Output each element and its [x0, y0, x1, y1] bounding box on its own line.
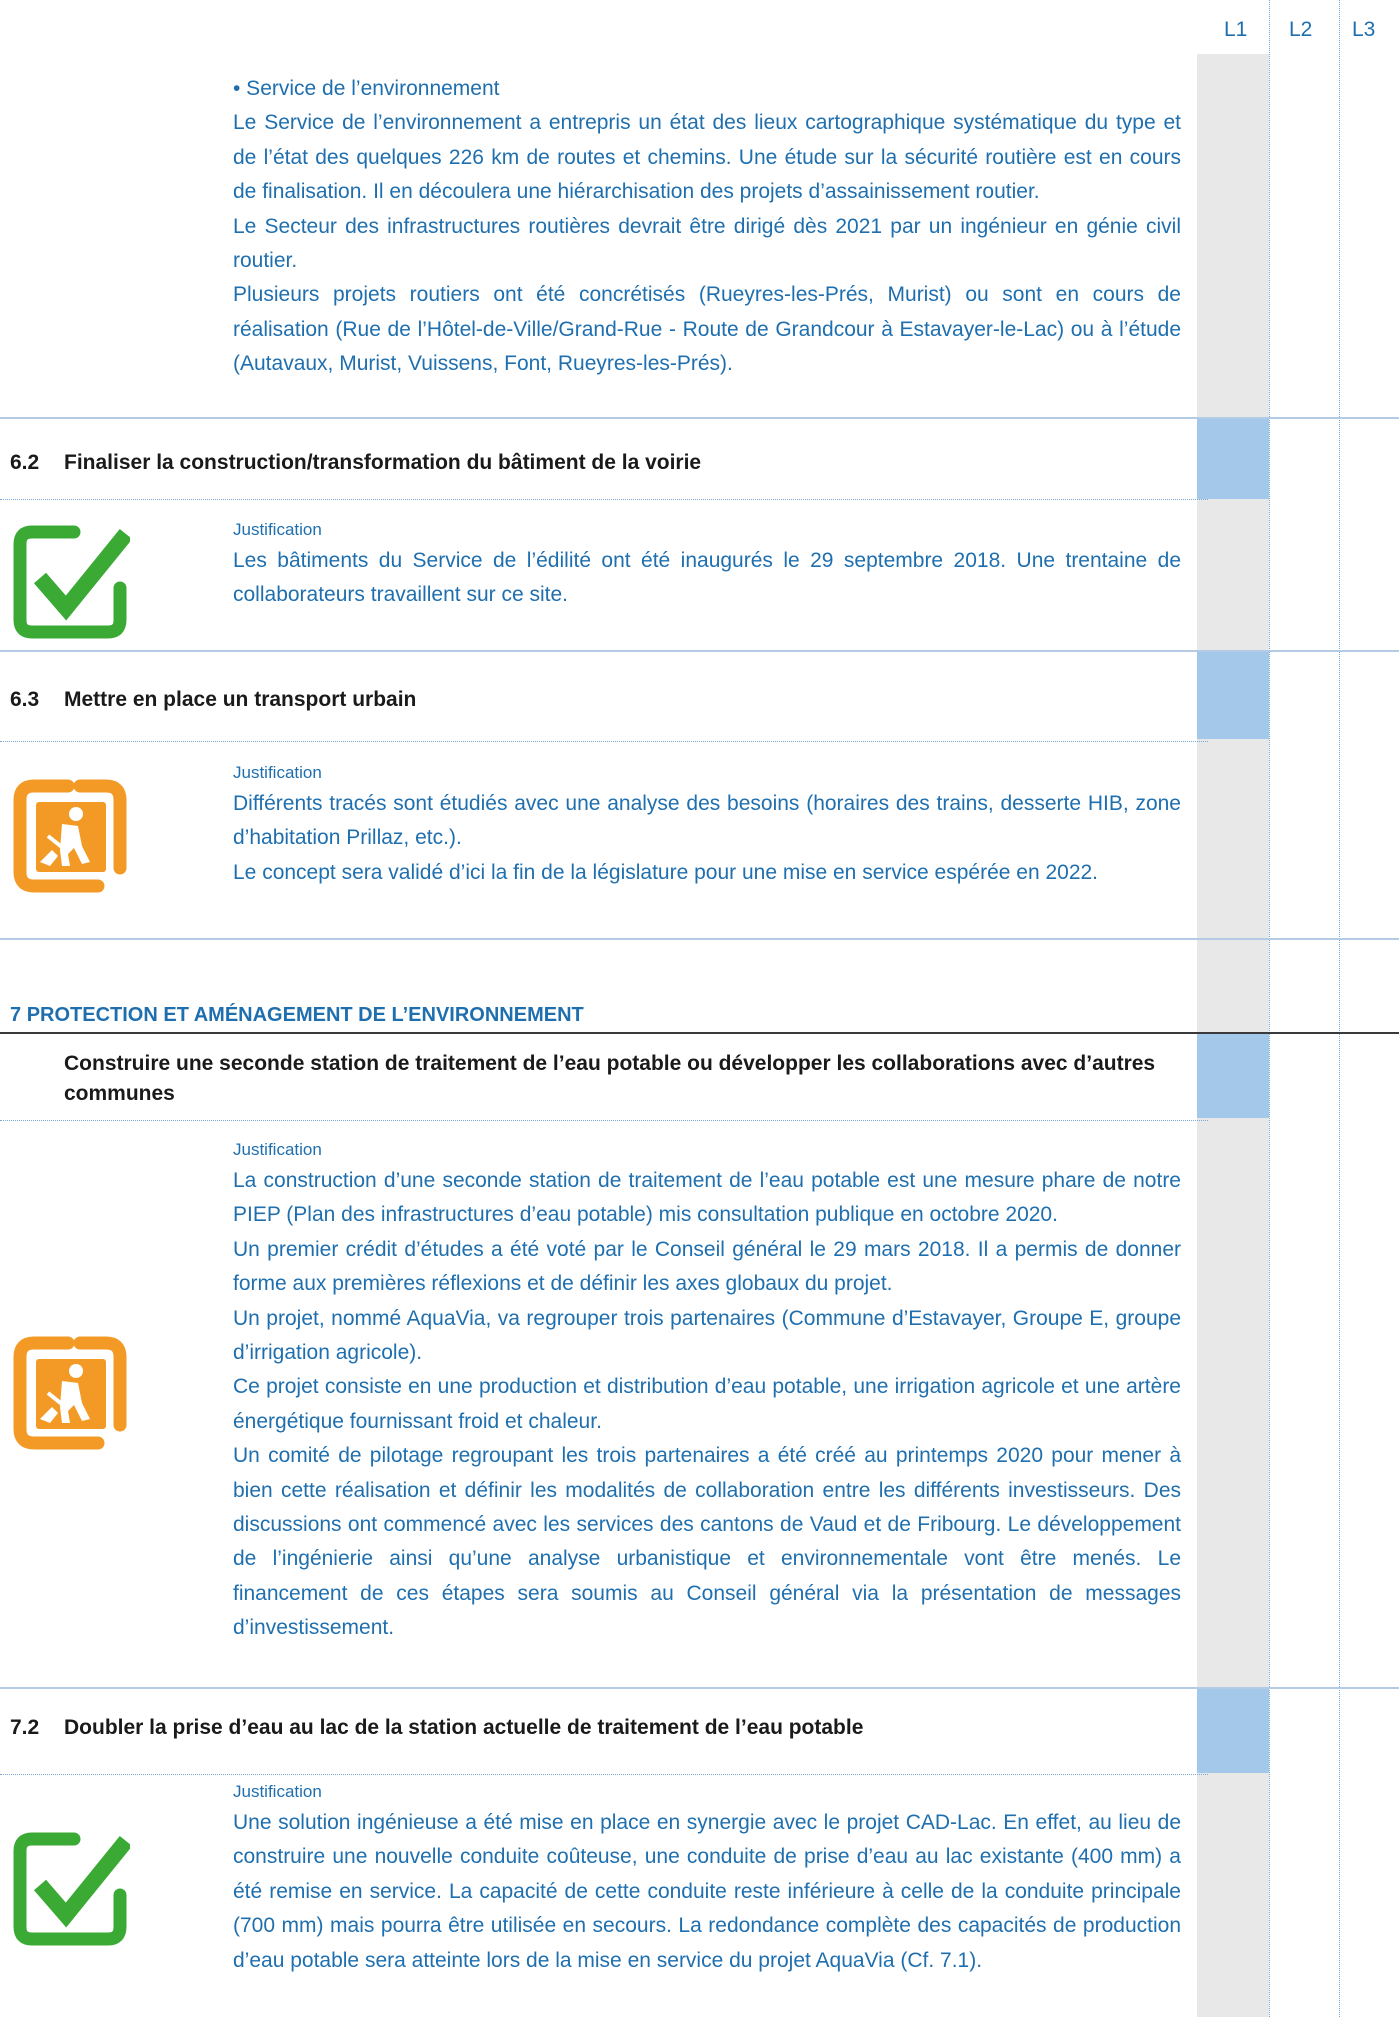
justification-label: Justification: [233, 520, 322, 539]
dotted-divider: [0, 499, 1208, 500]
section-divider: [0, 938, 1399, 940]
item-heading: [10, 1049, 1190, 1109]
chapter-title: PROTECTION ET AMÉNAGEMENT DE L’ENVIRONNEMENT: [26, 1004, 584, 1026]
column-divider: [1339, 0, 1340, 2017]
item-title: Construire une seconde station de traitement de l’eau potable ou développer les collaborations avec d’autres communes: [64, 1052, 1156, 1105]
item-heading: [10, 1713, 1190, 1743]
chapter-heading: [10, 1004, 584, 1027]
intro-bullet: • Service de l’environnement: [233, 77, 500, 100]
status-cell-l1: [1197, 1034, 1269, 1118]
work-in-progress-icon: [10, 776, 130, 896]
justification-paragraph: Ce projet consiste en une production et distribution d’eau potable, une irrigation agricole et une artère énergétique fournissant froid et chaleur.: [233, 1375, 1181, 1433]
intro-section: [233, 72, 1181, 382]
column-header-l3: L3: [1352, 18, 1376, 41]
section-divider: [0, 417, 1399, 419]
justification-text: [233, 544, 1181, 613]
justification-label: Justification: [233, 1140, 322, 1159]
justification-text: [233, 787, 1181, 890]
status-cell-l1: [1197, 652, 1269, 739]
justification-paragraph: Les bâtiments du Service de l’édilité ont été inaugurés le 29 septembre 2018. Une trentaine de collaborateurs travaillent sur ce site.: [233, 549, 1181, 607]
justification-text: [233, 1806, 1181, 1978]
status-cell-l1: [1197, 1689, 1269, 1773]
justification-text: [233, 1164, 1181, 1646]
intro-paragraph: Le Service de l’environnement a entrepris un état des lieux cartographique systématique du type et de l’état des quelques 226 km de routes et chemins. Une étude sur la sécurité routière est en cours de finalisation. Il en découlera une hiérarchisation des projets d’assainissement routier.: [233, 111, 1181, 204]
column-header-l2: L2: [1289, 18, 1313, 41]
item-heading: [10, 448, 1190, 478]
item-title: Doubler la prise d’eau au lac de la station actuelle de traitement de l’eau potable: [64, 1716, 864, 1739]
check-done-icon: [10, 522, 130, 642]
column-divider: [1269, 0, 1270, 2017]
item-number: 6.3: [10, 688, 40, 711]
status-cell-l1: [1197, 419, 1269, 499]
item-title: Mettre en place un transport urbain: [64, 688, 417, 711]
dotted-divider: [0, 1774, 1208, 1775]
column-header-l1: L1: [1224, 18, 1248, 41]
section-divider: [0, 650, 1399, 652]
justification-paragraph: Le concept sera validé d’ici la fin de la législature pour une mise en service espérée en 2022.: [233, 860, 1099, 884]
item-number: [10, 1049, 64, 1079]
section-divider: [0, 1687, 1399, 1689]
chapter-divider: [0, 1032, 1399, 1034]
item-number: 6.2: [10, 451, 40, 474]
justification-paragraph: Différents tracés sont étudiés avec une analyse des besoins (horaires des trains, desserte HIB, zone d’habitation Prillaz, etc.).: [233, 792, 1181, 850]
justification-label: Justification: [233, 763, 322, 782]
justification-paragraph: La construction d’une seconde station de traitement de l’eau potable est une mesure phare de notre PIEP (Plan des infrastructures d’eau potable) mis consultation publique en octobre 2020.: [233, 1169, 1181, 1227]
chapter-number: 7: [10, 1004, 22, 1026]
work-in-progress-icon: [10, 1333, 130, 1453]
dotted-divider: [0, 1120, 1208, 1121]
justification-paragraph: Un comité de pilotage regroupant les trois partenaires a été créé au printemps 2020 pour mener à bien cette réalisation et définir les modalités de collaboration entre les différents investisseurs. Des discussions ont commencé avec les services des cantons de Vaud et de Fribourg. Le développement de l’ingénierie ainsi qu’une analyse urbanistique et environnementale vont être menés. Le financement de ces étapes sera soumis au Conseil général via la présentation de messages d’investissement.: [233, 1444, 1181, 1640]
item-title: Finaliser la construction/transformation du bâtiment de la voirie: [64, 451, 702, 474]
justification-paragraph: Un premier crédit d’études a été voté par le Conseil général le 29 mars 2018. Il a permis de donner forme aux premières réflexions et de définir les axes globaux du projet.: [233, 1237, 1181, 1296]
item-heading: [10, 685, 1190, 715]
justification-paragraph: Un projet, nommé AquaVia, va regrouper trois partenaires (Commune d’Estavayer, Groupe E, groupe d’irrigation agricole).: [233, 1306, 1181, 1365]
intro-paragraph: Plusieurs projets routiers ont été concrétisés (Rueyres-les-Prés, Murist) ou sont en cours de réalisation (Rue de l’Hôtel-de-Ville/Grand-Rue - Route de Grandcour à Estavayer-le-Lac) ou à l’étude (Autavaux, Murist, Vuissens, Font, Rueyres-les-Prés).: [233, 283, 1181, 376]
justification-paragraph: Une solution ingénieuse a été mise en place en synergie avec le projet CAD-Lac. En effet, au lieu de construire une nouvelle conduite coûteuse, une conduite de prise d’eau au lac existante (400 mm) a été remise en service. La capacité de cette conduite reste inférieure à celle de la conduite principale (700 mm) mais pourra être utilisée en secours. La redondance complète des capacités de production d’eau potable sera atteinte lors de la mise en service du projet AquaVia (Cf. 7.1).: [233, 1811, 1181, 1972]
dotted-divider: [0, 741, 1208, 742]
intro-paragraph: Le Secteur des infrastructures routières devrait être dirigé dès 2021 par un ingénieur en génie civil routier.: [233, 214, 1181, 273]
item-number: 7.2: [10, 1716, 40, 1739]
justification-label: Justification: [233, 1782, 322, 1801]
check-done-icon: [10, 1829, 130, 1949]
